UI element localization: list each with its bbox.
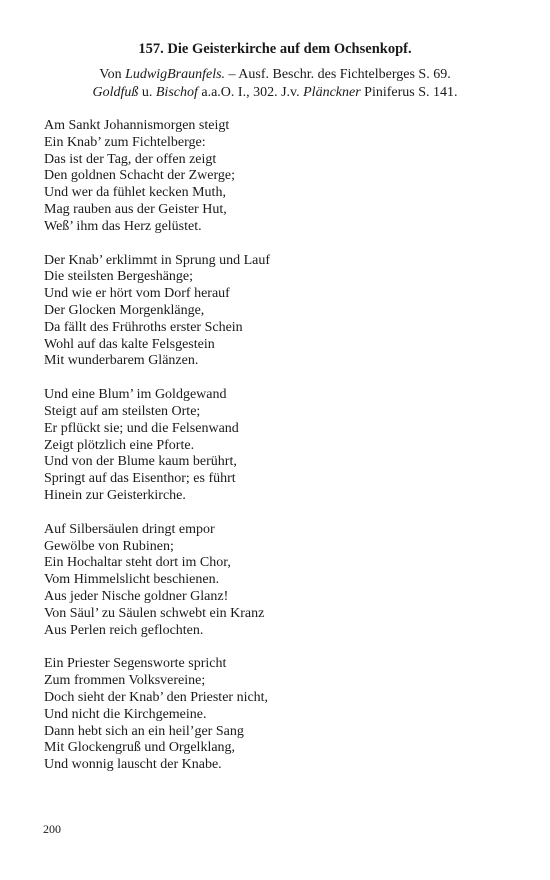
source-line-1 [0,66,550,84]
stanza [44,656,514,774]
poem-line: Zeigt plötzlich eine Pforte. [44,437,195,453]
poem-line: Aus jeder Nische goldner Glanz! [44,588,229,604]
poem-line: Ein Knab’ zum Fichtelberge: [44,134,206,150]
poem-line: Mit wunderbarem Glänzen. [44,353,199,369]
poem-line: Und wie er hört vom Dorf herauf [44,286,230,302]
poem-line: Der Knab’ erklimmt in Sprung und Lauf [44,252,271,268]
source-bischof: Bischof [155,85,198,100]
poem-line: Und eine Blum’ im Goldgewand [44,387,227,403]
source-goldfuss: Goldfuß [92,85,139,100]
poem-line: Weß’ ihm das Herz gelüstet. [44,218,202,234]
source-planckner: Plänckner [303,85,361,100]
poem-line: Ein Hochaltar steht dort im Chor, [44,555,231,571]
stanza [44,522,514,640]
poem-line: Den goldnen Schacht der Zwerge; [44,168,236,184]
stanza [44,387,514,505]
poem-line: Ein Priester Segensworte spricht [44,656,227,672]
page-number: 200 [43,822,61,836]
poem-line: Gewölbe von Rubinen; [44,538,174,554]
poem-line: Doch sieht der Knab’ den Priester nicht, [44,689,269,705]
poem-body [44,118,514,791]
source-mid: a.a.O. I., 302. J.v. [197,85,304,100]
source-prefix: Von [99,67,126,82]
poem-line: Der Glocken Morgenklänge, [44,302,205,318]
poem-line: Mit Glockengruß und Orgelklang, [44,740,236,756]
stanza [44,118,514,236]
source-author: LudwigBraunfels. [125,67,226,82]
stanza [44,253,514,371]
poem-line: Mag rauben aus der Geister Hut, [44,201,227,217]
poem-line: Springt auf das Eisenthor; es führt [44,471,236,487]
poem-line: Vom Himmelslicht beschienen. [44,572,220,588]
source-reference: – Ausf. Beschr. des Fichtelberges S. 69. [225,67,451,82]
poem-line: Von Säul’ zu Säulen schwebt ein Kranz [44,605,265,621]
source-end: Piniferus S. 141. [360,85,458,100]
poem-line: Und nicht die Kirchgemeine. [44,706,207,722]
poem-line: Die steilsten Bergeshänge; [44,269,194,285]
poem-line: Das ist der Tag, der offen zeigt [44,151,217,167]
poem-line: Wohl auf das kalte Felsgestein [44,336,215,352]
poem-line: Auf Silbersäulen dringt empor [44,521,215,537]
poem-line: Aus Perlen reich geflochten. [44,622,204,638]
poem-line: Da fällt des Frühroths erster Schein [44,319,243,335]
poem-line: Und wer da fühlet kecken Muth, [44,185,226,201]
poem-line: Er pflückt sie; und die Felsenwand [44,420,239,436]
poem-line: Und von der Blume kaum berührt, [44,454,237,470]
poem-line: Steigt auf am steilsten Orte; [44,403,201,419]
poem-title: 157. Die Geisterkirche auf dem Ochsenkopf. [138,41,412,57]
poem-line: Dann hebt sich an ein heil’ger Sang [44,723,244,739]
poem-line: Am Sankt Johannismorgen steigt [44,118,230,133]
source-und: u. [138,85,156,100]
poem-line: Hinein zur Geisterkirche. [44,487,186,503]
source-line-2 [0,84,550,102]
poem-line: Zum frommen Volksvereine; [44,673,206,689]
poem-line: Und wonnig lauscht der Knabe. [44,757,222,773]
